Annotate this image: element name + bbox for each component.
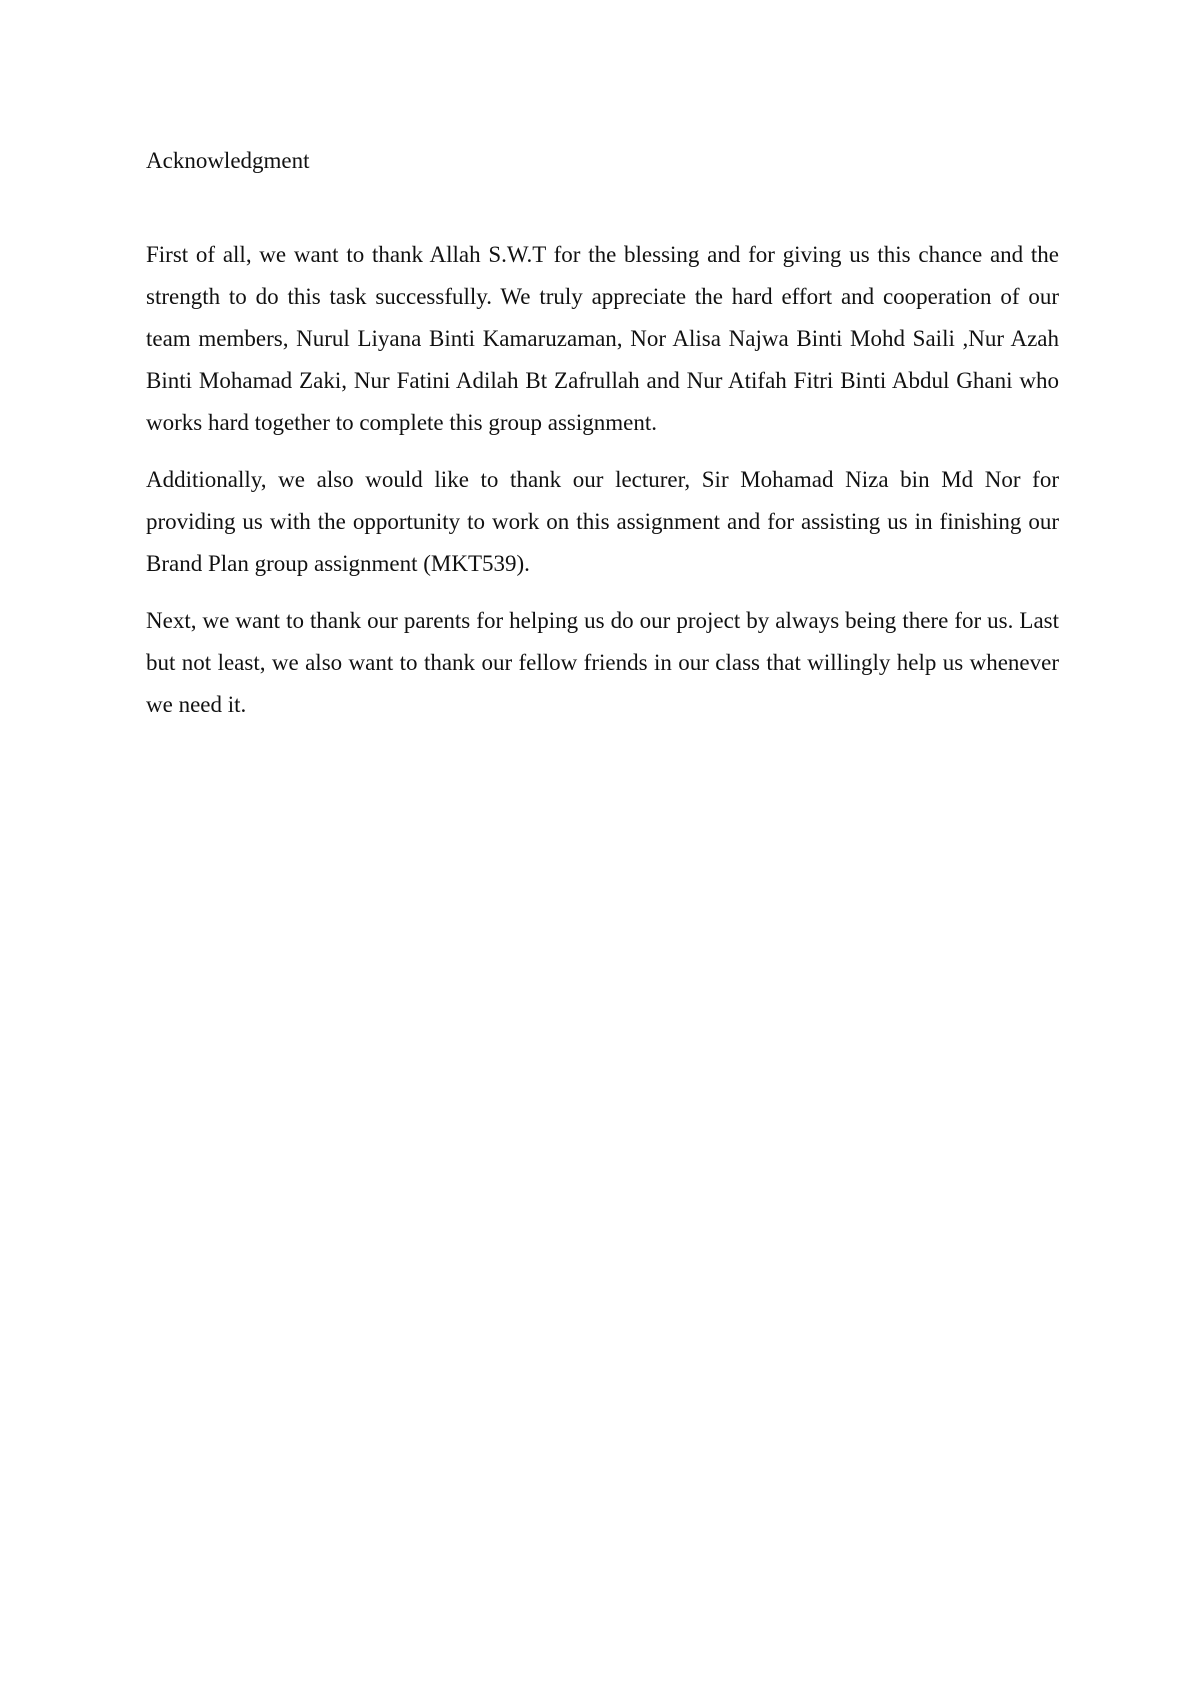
paragraph-1: First of all, we want to thank Allah S.W.T for the blessing and for giving us this chance and the strength to do this task successfully. We truly appreciate the hard effort and cooperation of our team members, Nurul Liyana Binti Kamaruzaman, Nor Alisa Najwa Binti Mohd Saili ,Nur Azah Binti Mohamad Zaki, Nur Fatini Adilah Bt Zafrullah and Nur Atifah Fitri Binti Abdul Ghani who works hard together to complete this group assignment. xyxy=(146,242,1059,435)
paragraph-3: Next, we want to thank our parents for helping us do our project by always being there for us. Last but not least, we also want to thank our fellow friends in our class that willingly help us whenever we need it. xyxy=(146,608,1059,717)
paragraph-2: Additionally, we also would like to thank our lecturer, Sir Mohamad Niza bin Md Nor for providing us with the opportunity to work on this assignment and for assisting us in finishing our Brand Plan group assignment (MKT539). xyxy=(146,467,1059,576)
document-body xyxy=(146,140,1059,741)
page-title: Acknowledgment xyxy=(146,148,310,173)
